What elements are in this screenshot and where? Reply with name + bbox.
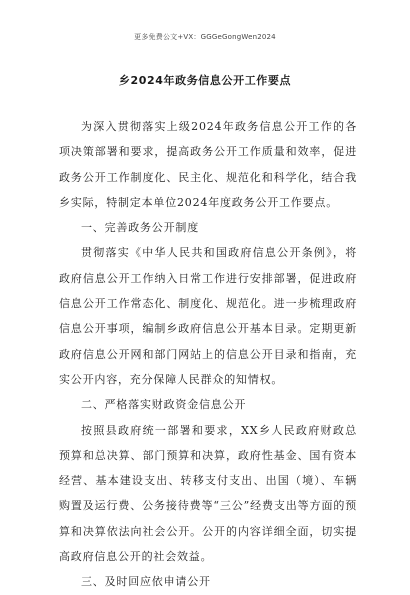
header-note: 更多免费公文+VX：GGGeGongWen2024: [134, 33, 276, 41]
intro-paragraph: 为深入贯彻落实上级2024年政务信息公开工作的各项决策部署和要求，提高政务公开工作质量和效率，促进政务公开工作制度化、民主化、规范化和科学化，结合我乡实际，特制定本单位2024年度政务公开工作要点。: [59, 120, 357, 209]
section-3-heading: 三、及时回应依申请公开: [81, 575, 211, 589]
section-1-heading: 一、完善政务公开制度: [81, 221, 199, 235]
section-2-paragraph: 按照县政府统一部署和要求，XX乡人民政府财政总预算和总决算、部门预算和决算，政府性基金、国有资本经营、基本建设支出、转移支付支出、出国（境）、车辆购置及运行费、公务接待费等“三公”经费支出等方面的预算和决算依法向社会公开。公开的内容详细全面，切实提高政府信息公开的社会效益。: [59, 423, 357, 564]
section-2-heading: 二、严格落实财政资金信息公开: [81, 398, 247, 412]
document-title: 乡2024年政务信息公开工作要点: [118, 74, 292, 87]
section-1-paragraph: 贯彻落实《中华人民共和国政府信息公开条例》，将政府信息公开工作纳入日常工作进行安排部署，促进政府信息公开工作常态化、制度化、规范化。进一步梳理政府信息公开事项，编制乡政府信息公开基本目录。定期更新政府信息公开网和部门网站上的信息公开目录和指南，充实公开内容，充分保障人民群众的知情权。: [59, 246, 357, 386]
document-body: [59, 114, 357, 595]
